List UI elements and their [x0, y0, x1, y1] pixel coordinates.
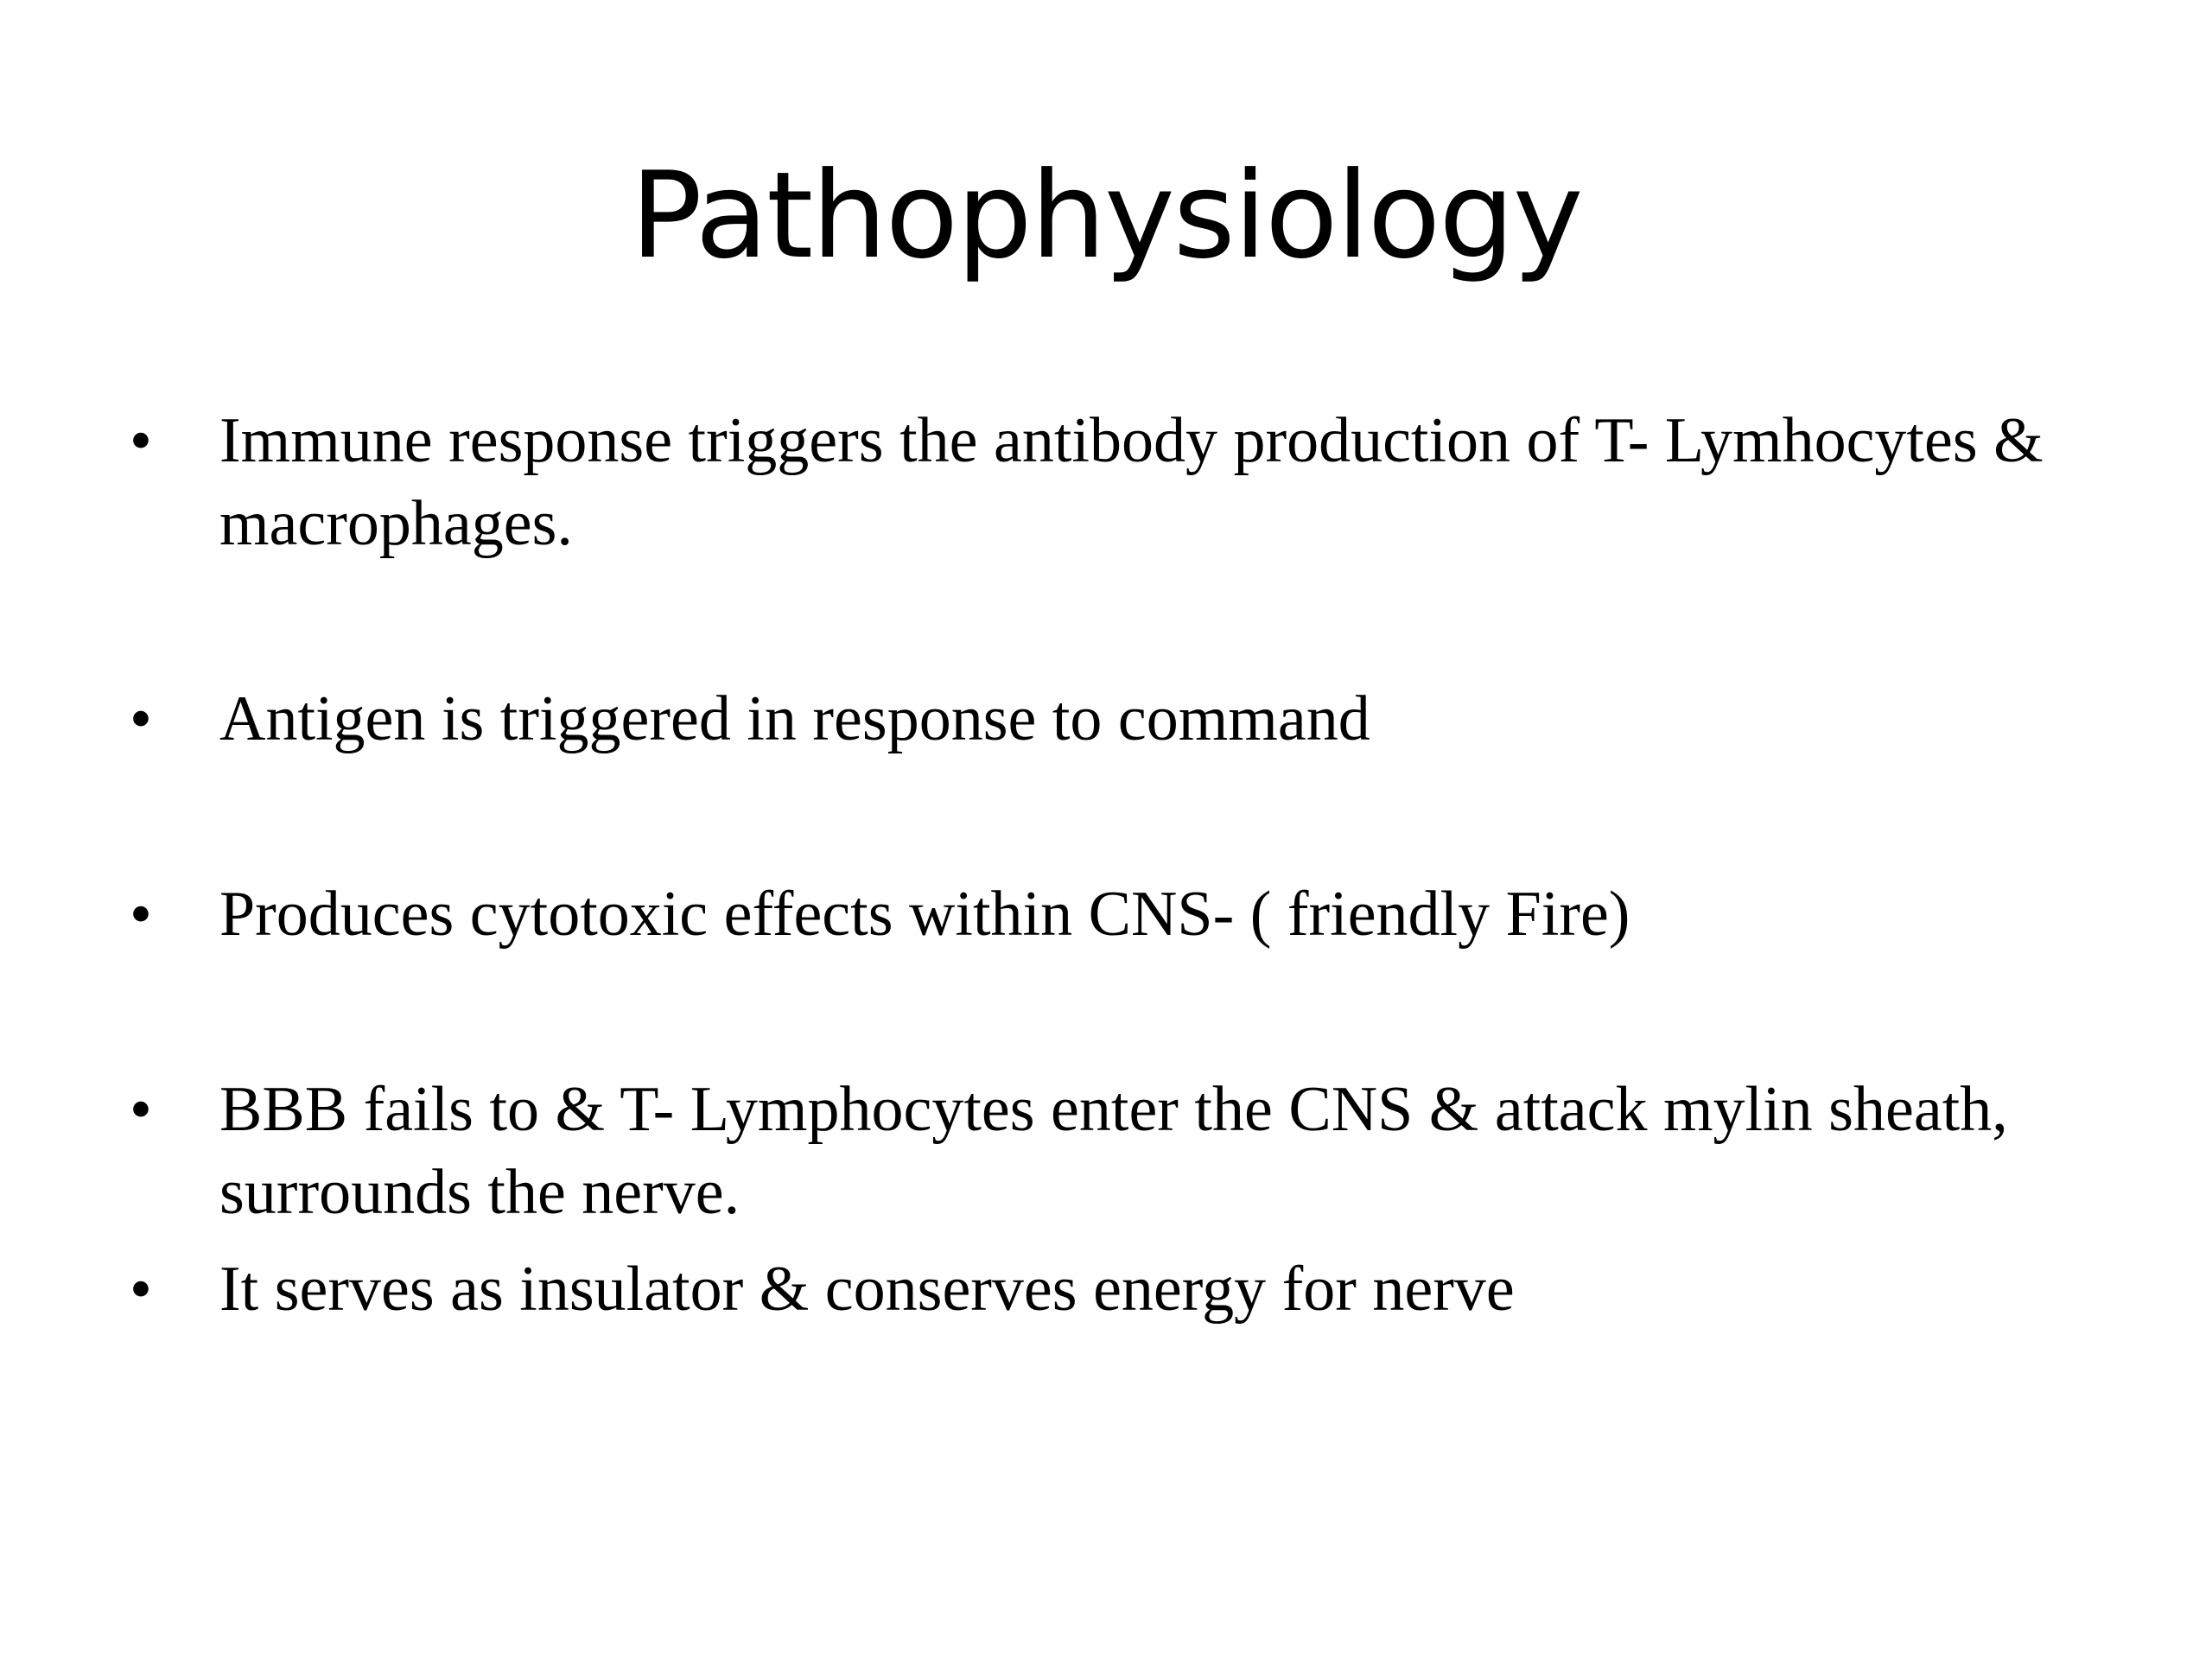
bullet-text: Produces cytotoxic effects within CNS- ( friendly Fire) [219, 879, 1630, 950]
slide-title: Pathophysiology [630, 146, 1582, 285]
bullet-item [130, 1248, 2117, 1331]
bullet-marker: • [130, 1254, 152, 1325]
bullet-list [130, 399, 2117, 1331]
bullet-item [130, 677, 2117, 760]
bullet-text: Immune response triggers the antibody production of T- Lymhocytes & macrophages. [219, 405, 2044, 559]
bullet-marker: • [130, 1074, 152, 1145]
bullet-text: It serves as insulator & conserves energy for nerve [219, 1254, 1515, 1325]
bullet-item [130, 1068, 2117, 1234]
bullet-marker: • [130, 879, 152, 950]
bullet-item [130, 399, 2117, 565]
bullet-marker: • [130, 683, 152, 754]
bullet-text: BBB fails to & T- Lymphocytes enter the CNS & attack mylin sheath, surrounds the nerve. [219, 1074, 2008, 1228]
bullet-item [130, 873, 2117, 956]
bullet-marker: • [130, 405, 152, 476]
bullet-text: Antigen is triggered in response to command [219, 683, 1370, 754]
